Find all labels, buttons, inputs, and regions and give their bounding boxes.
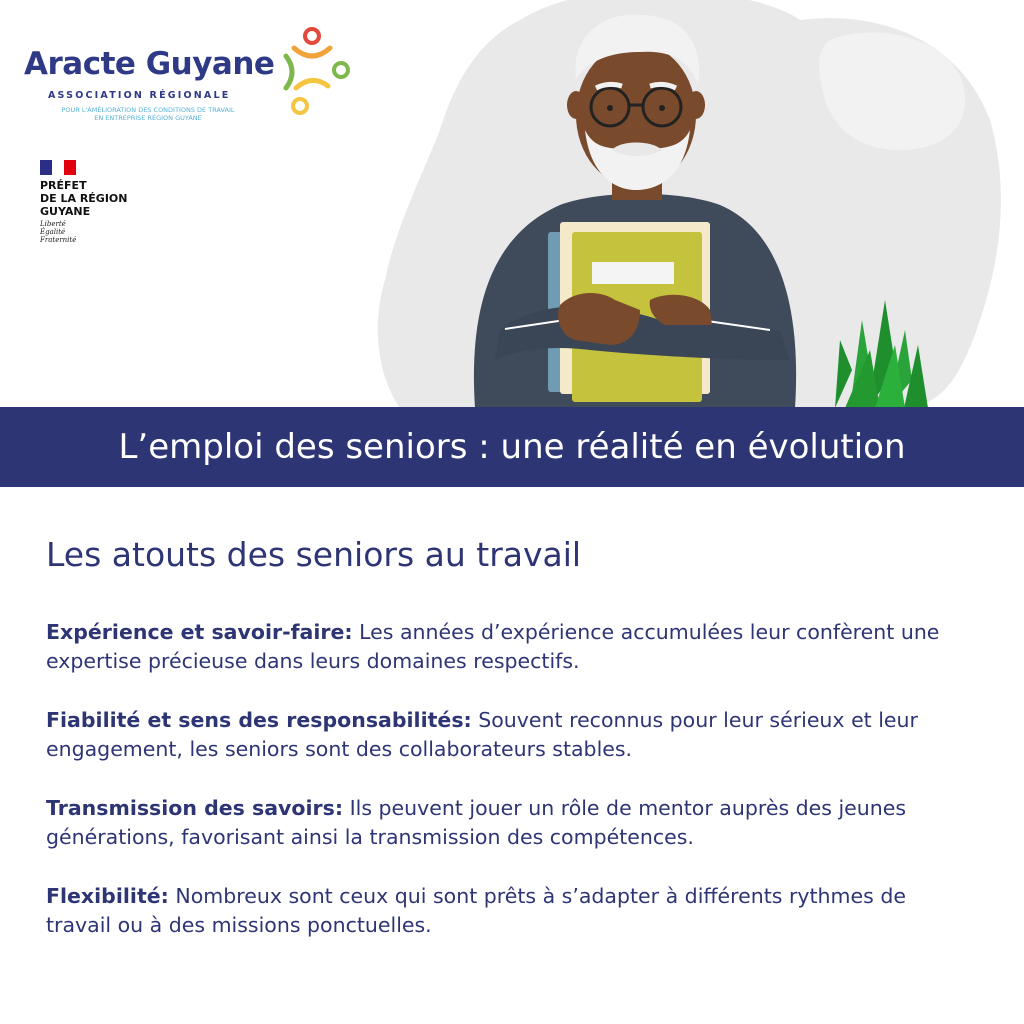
point-description: Les années d’expérience accumulées leur confèrent une expertise précieuse dans leurs domaines respectifs. [46,620,940,673]
prefet-text [40,179,160,218]
point-fiabilite [46,706,966,764]
point-term: Expérience et savoir-faire: [46,620,353,644]
aracte-logo-name: Aracte Guyane [24,46,275,82]
point-description: Ils peuvent jouer un rôle de mentor auprès des jeunes générations, favorisant ainsi la transmission des compétences. [46,796,907,849]
point-description: Souvent reconnus pour leur sérieux et leur engagement, les seniors sont des collaborateurs stables. [46,708,918,761]
point-term: Transmission des savoirs: [46,796,344,820]
aracte-logo-tagline: POUR L'AMÉLIORATION DES CONDITIONS DE TRAVAIL EN ENTREPRISE RÉGION GUYANE [61,106,235,122]
point-transmission [46,794,966,852]
section-title: Les atouts des seniors au travail [46,535,582,574]
aracte-logo-subtitle: ASSOCIATION RÉGIONALE [48,90,231,101]
title-banner [0,407,1024,487]
point-flexibilite [46,882,966,940]
republic-motto [40,220,160,244]
point-description: Nombreux sont ceux qui sont prêts à s’adapter à différents rythmes de travail ou à des missions ponctuelles. [46,884,906,937]
aracte-guyane-logo [24,26,354,126]
point-experience [46,618,966,676]
point-term: Flexibilité: [46,884,169,908]
prefet-line-1: PRÉFET [40,179,87,192]
aracte-people-circle-icon [264,26,354,118]
motto-fraternite: Fraternité [40,236,77,244]
french-flag-icon [40,160,76,175]
main-content [46,535,966,970]
hero-section [0,0,1024,408]
point-term: Fiabilité et sens des responsabilités: [46,708,472,732]
motto-egalite: Égalité [40,228,66,236]
prefet-region-guyane-logo [40,160,160,244]
banner-title: L’emploi des seniors : une réalité en évolution [118,427,906,467]
prefet-line-3: GUYANE [40,205,91,218]
prefet-line-2: DE LA RÉGION [40,192,128,205]
motto-liberte: Liberté [40,220,66,228]
